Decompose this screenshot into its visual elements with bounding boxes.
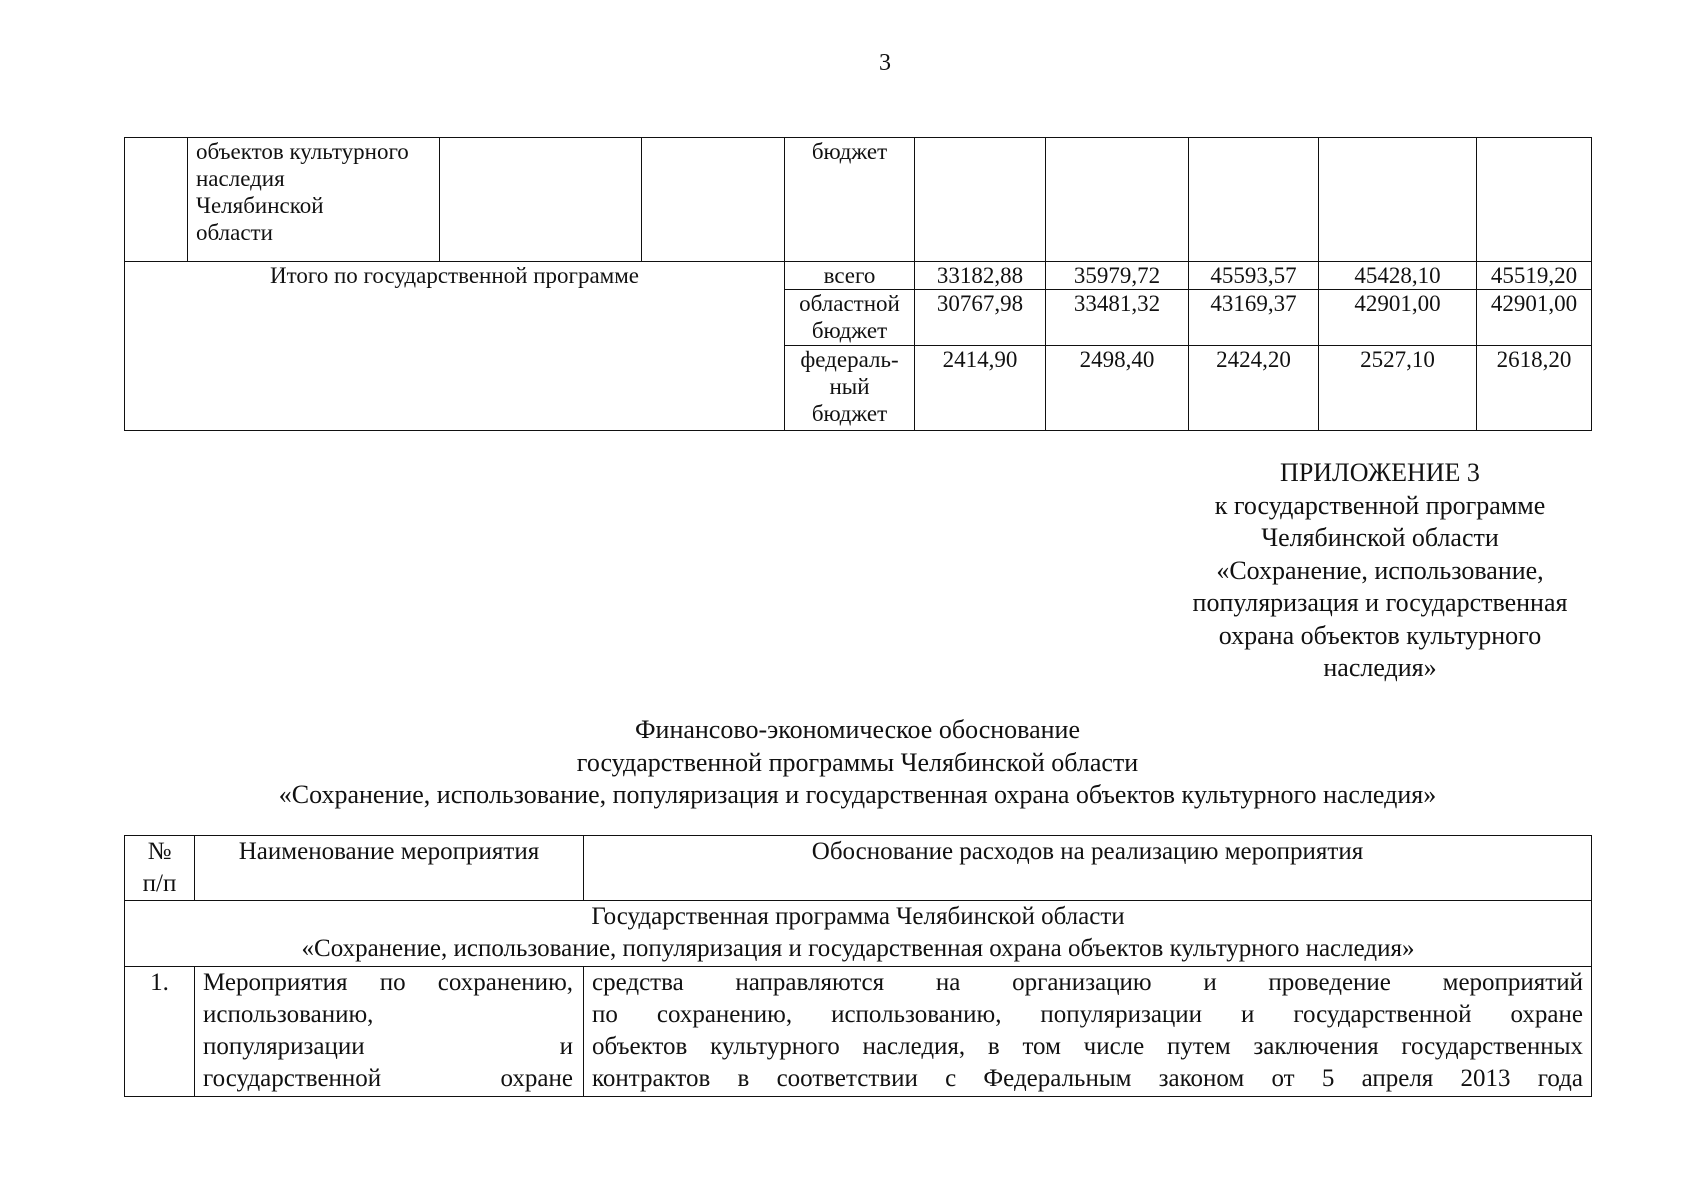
program-row bbox=[125, 901, 1592, 967]
value-cell: 35979,72 bbox=[1046, 262, 1189, 290]
empty-cell bbox=[440, 138, 642, 262]
justification-table bbox=[124, 835, 1592, 1097]
empty-cell bbox=[1319, 138, 1477, 262]
source-cell: всего bbox=[785, 262, 915, 290]
value-cell: 33481,32 bbox=[1046, 290, 1189, 346]
appendix-title: ПРИЛОЖЕНИЕ 3 bbox=[1280, 458, 1480, 487]
page-number: 3 bbox=[879, 50, 891, 76]
value-cell: 42901,00 bbox=[1477, 290, 1592, 346]
appendix-line: популяризация и государственная bbox=[1192, 588, 1568, 617]
heading-line: «Сохранение, использование, популяризация и государственная охрана объектов культурного наследия» bbox=[278, 780, 1437, 809]
heading-line: государственной программы Челябинской области bbox=[576, 747, 1139, 777]
value-cell: 2414,90 bbox=[915, 346, 1046, 431]
heading-line: Финансово-экономическое обоснование bbox=[634, 715, 1081, 744]
header-number: № п/п bbox=[125, 836, 195, 901]
source-cell: бюджет bbox=[785, 138, 915, 262]
appendix-line: Челябинской области bbox=[1261, 523, 1499, 552]
table-row bbox=[125, 967, 1592, 1097]
value-cell: 45593,57 bbox=[1189, 262, 1319, 290]
total-label: Итого по государственной программе bbox=[125, 262, 785, 431]
appendix-line: охрана объектов культурного bbox=[1218, 620, 1542, 650]
table-row bbox=[125, 138, 1592, 262]
event-name-cell: объектов культурного наследия Челябинской области bbox=[188, 138, 440, 262]
source-cell: областной бюджет bbox=[785, 290, 915, 346]
row-number: 1. bbox=[125, 967, 195, 1097]
event-name-cell: Мероприятия по сохранению, использованию, популяризации и государственной охране bbox=[195, 967, 584, 1097]
empty-cell bbox=[642, 138, 785, 262]
value-cell: 45428,10 bbox=[1319, 262, 1477, 290]
appendix-line: наследия» bbox=[1323, 653, 1437, 682]
value-cell: 2498,40 bbox=[1046, 346, 1189, 431]
document-heading bbox=[124, 714, 1591, 812]
table-row bbox=[125, 262, 1592, 290]
value-cell: 30767,98 bbox=[915, 290, 1046, 346]
empty-cell bbox=[1189, 138, 1319, 262]
value-cell: 2618,20 bbox=[1477, 346, 1592, 431]
empty-cell bbox=[915, 138, 1046, 262]
appendix-line: к государственной программе bbox=[1214, 490, 1546, 520]
empty-cell bbox=[1046, 138, 1189, 262]
empty-cell bbox=[125, 138, 188, 262]
appendix-line: «Сохранение, использование, bbox=[1216, 555, 1544, 585]
value-cell: 33182,88 bbox=[915, 262, 1046, 290]
value-cell: 45519,20 bbox=[1477, 262, 1592, 290]
header-justification: Обоснование расходов на реализацию мероприятия bbox=[584, 836, 1592, 901]
header-row bbox=[125, 836, 1592, 901]
value-cell: 43169,37 bbox=[1189, 290, 1319, 346]
resources-table bbox=[124, 137, 1592, 431]
appendix-block bbox=[1160, 457, 1600, 685]
program-title-cell: Государственная программа Челябинской области «Сохранение, использование, популяризация и государственная охрана объектов культурного наследия» bbox=[125, 901, 1592, 967]
value-cell: 2527,10 bbox=[1319, 346, 1477, 431]
header-name: Наименование мероприятия bbox=[195, 836, 584, 901]
justification-cell: средства направляются на организацию и проведение мероприятий по сохранению, использованию, популяризации и государственной охране объектов культурного наследия, в том числе путем заключения государственных контрактов в соответствии с Федеральным законом от 5 апреля 2013 года bbox=[584, 967, 1592, 1097]
source-cell: федераль- ный бюджет bbox=[785, 346, 915, 431]
value-cell: 2424,20 bbox=[1189, 346, 1319, 431]
value-cell: 42901,00 bbox=[1319, 290, 1477, 346]
empty-cell bbox=[1477, 138, 1592, 262]
